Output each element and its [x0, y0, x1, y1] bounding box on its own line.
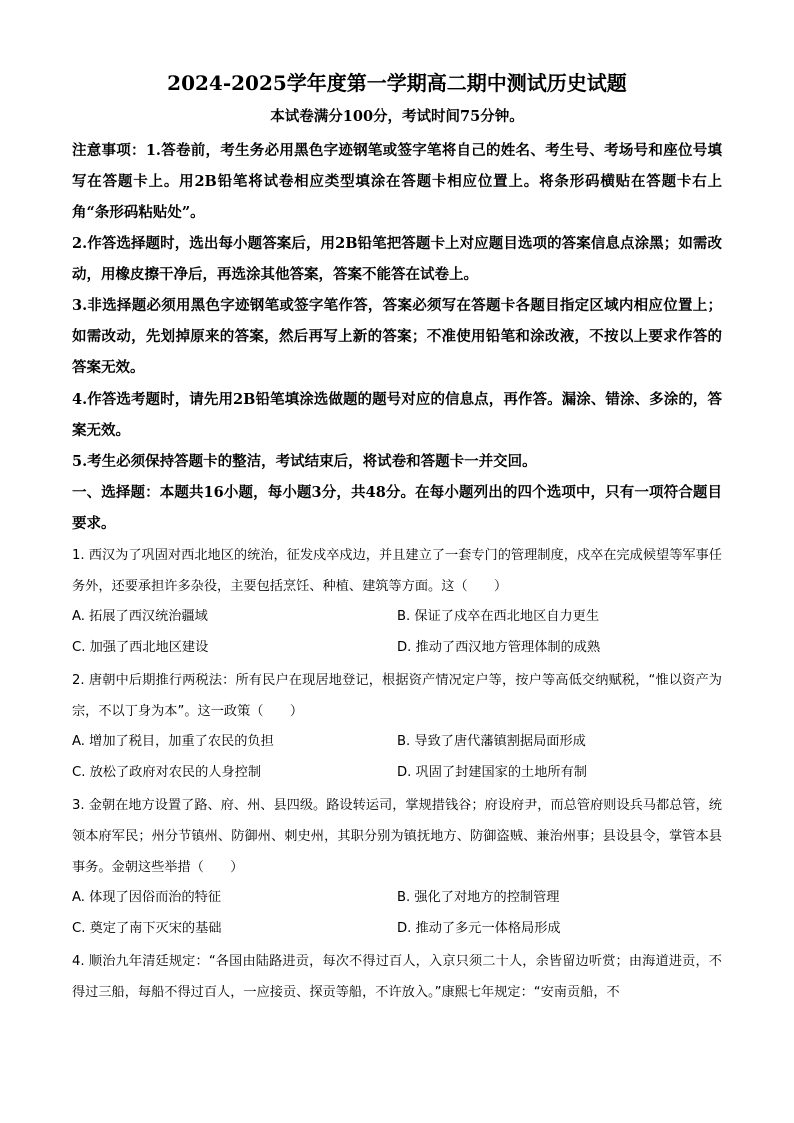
question-1-stem: 1. 西汉为了巩固对西北地区的统治，征发戍卒戍边，并且建立了一套专门的管理制度，戍卒在完成候望等军事任务外，还要承担许多杂役，主要包括烹饪、种植、建筑等方面。这（ ） — [72, 548, 722, 594]
question-2-stem: 2. 唐朝中后期推行两税法：所有民户在现居地登记，根据资产情况定户等，按户等高低交纳赋税，“惟以资产为宗，不以丁身为本”。这一政策（ ） — [72, 673, 722, 719]
question-2-option-b: B. 导致了唐代藩镇割据局面形成 — [397, 734, 586, 749]
notice-2: 2.作答选择题时，选出每小题答案后，用2B铅笔把答题卡上对应题目选项的答案信息点涂黑；如需改动，用橡皮擦干净后，再选涂其他答案，答案不能答在试卷上。 — [72, 235, 722, 283]
question-2-option-a: A. 增加了税目，加重了农民的负担 — [72, 734, 274, 749]
notice-4: 4.作答选考题时，请先用2B铅笔填涂选做题的题号对应的信息点，再作答。漏涂、错涂、多涂的，答案无效。 — [72, 391, 722, 439]
question-1-option-a: A. 拓展了西汉统治疆域 — [72, 609, 208, 624]
question-2-option-c: C. 放松了政府对农民的人身控制 — [72, 765, 262, 780]
question-3-option-c: C. 奠定了南下灭宋的基础 — [72, 921, 222, 936]
question-3-option-b: B. 强化了对地方的控制管理 — [397, 890, 560, 905]
question-4-stem: 4. 顺治九年清廷规定：“各国由陆路进贡，每次不得过百人，入京只须二十人，余皆留边听赏；由海道进贡，不得过三船，每船不得过百人，一应接贡、探贡等船，不许放入。”康熙七年规定：“安南贡船，不 — [72, 954, 722, 1000]
question-3-option-a: A. 体现了因俗而治的特征 — [72, 890, 222, 905]
question-1-option-c: C. 加强了西北地区建设 — [72, 640, 209, 655]
exam-subtitle: 本试卷满分100分，考试时间75分钟。 — [270, 108, 524, 125]
notice-5: 5.考生必须保持答题卡的整洁，考试结束后，将试卷和答题卡一并交回。 — [72, 453, 537, 470]
notice-1: 注意事项：1.答卷前，考生务必用黑色字迹钢笔或签字笔将自己的姓名、考生号、考场号和座位号填写在答题卡上。用2B铅笔将试卷相应类型填涂在答题卡相应位置上。将条形码横贴在答题卡右上角“条形码粘贴处”。 — [72, 142, 722, 221]
question-2-option-d: D. 巩固了封建国家的土地所有制 — [397, 765, 587, 780]
exam-title: 2024-2025学年度第一学期高二期中测试历史试题 — [167, 71, 627, 95]
section-heading: 一、选择题：本题共16小题，每小题3分，共48分。在每小题列出的四个选项中，只有一项符合题目要求。 — [72, 484, 722, 532]
question-1-option-b: B. 保证了戍卒在西北地区自力更生 — [397, 609, 600, 624]
notice-3: 3.非选择题必须用黑色字迹钢笔或签字笔作答，答案必须写在答题卡各题目指定区域内相应位置上；如需改动，先划掉原来的答案，然后再写上新的答案；不准使用铅笔和涂改液，不按以上要求作答的答案无效。 — [72, 297, 722, 376]
question-3-stem: 3. 金朝在地方设置了路、府、州、县四级。路设转运司，掌规措钱谷；府设府尹，而总管府则设兵马都总管，统领本府军民；州分节镇州、防御州、刺史州，其职分别为镇抚地方、防御盗贼、兼治州事；县设县令，掌管本县事务。金朝这些举措（ ） — [72, 798, 722, 875]
question-3-option-d: D. 推动了多元一体格局形成 — [397, 921, 561, 936]
question-1-option-d: D. 推动了西汉地方管理体制的成熟 — [397, 640, 601, 655]
